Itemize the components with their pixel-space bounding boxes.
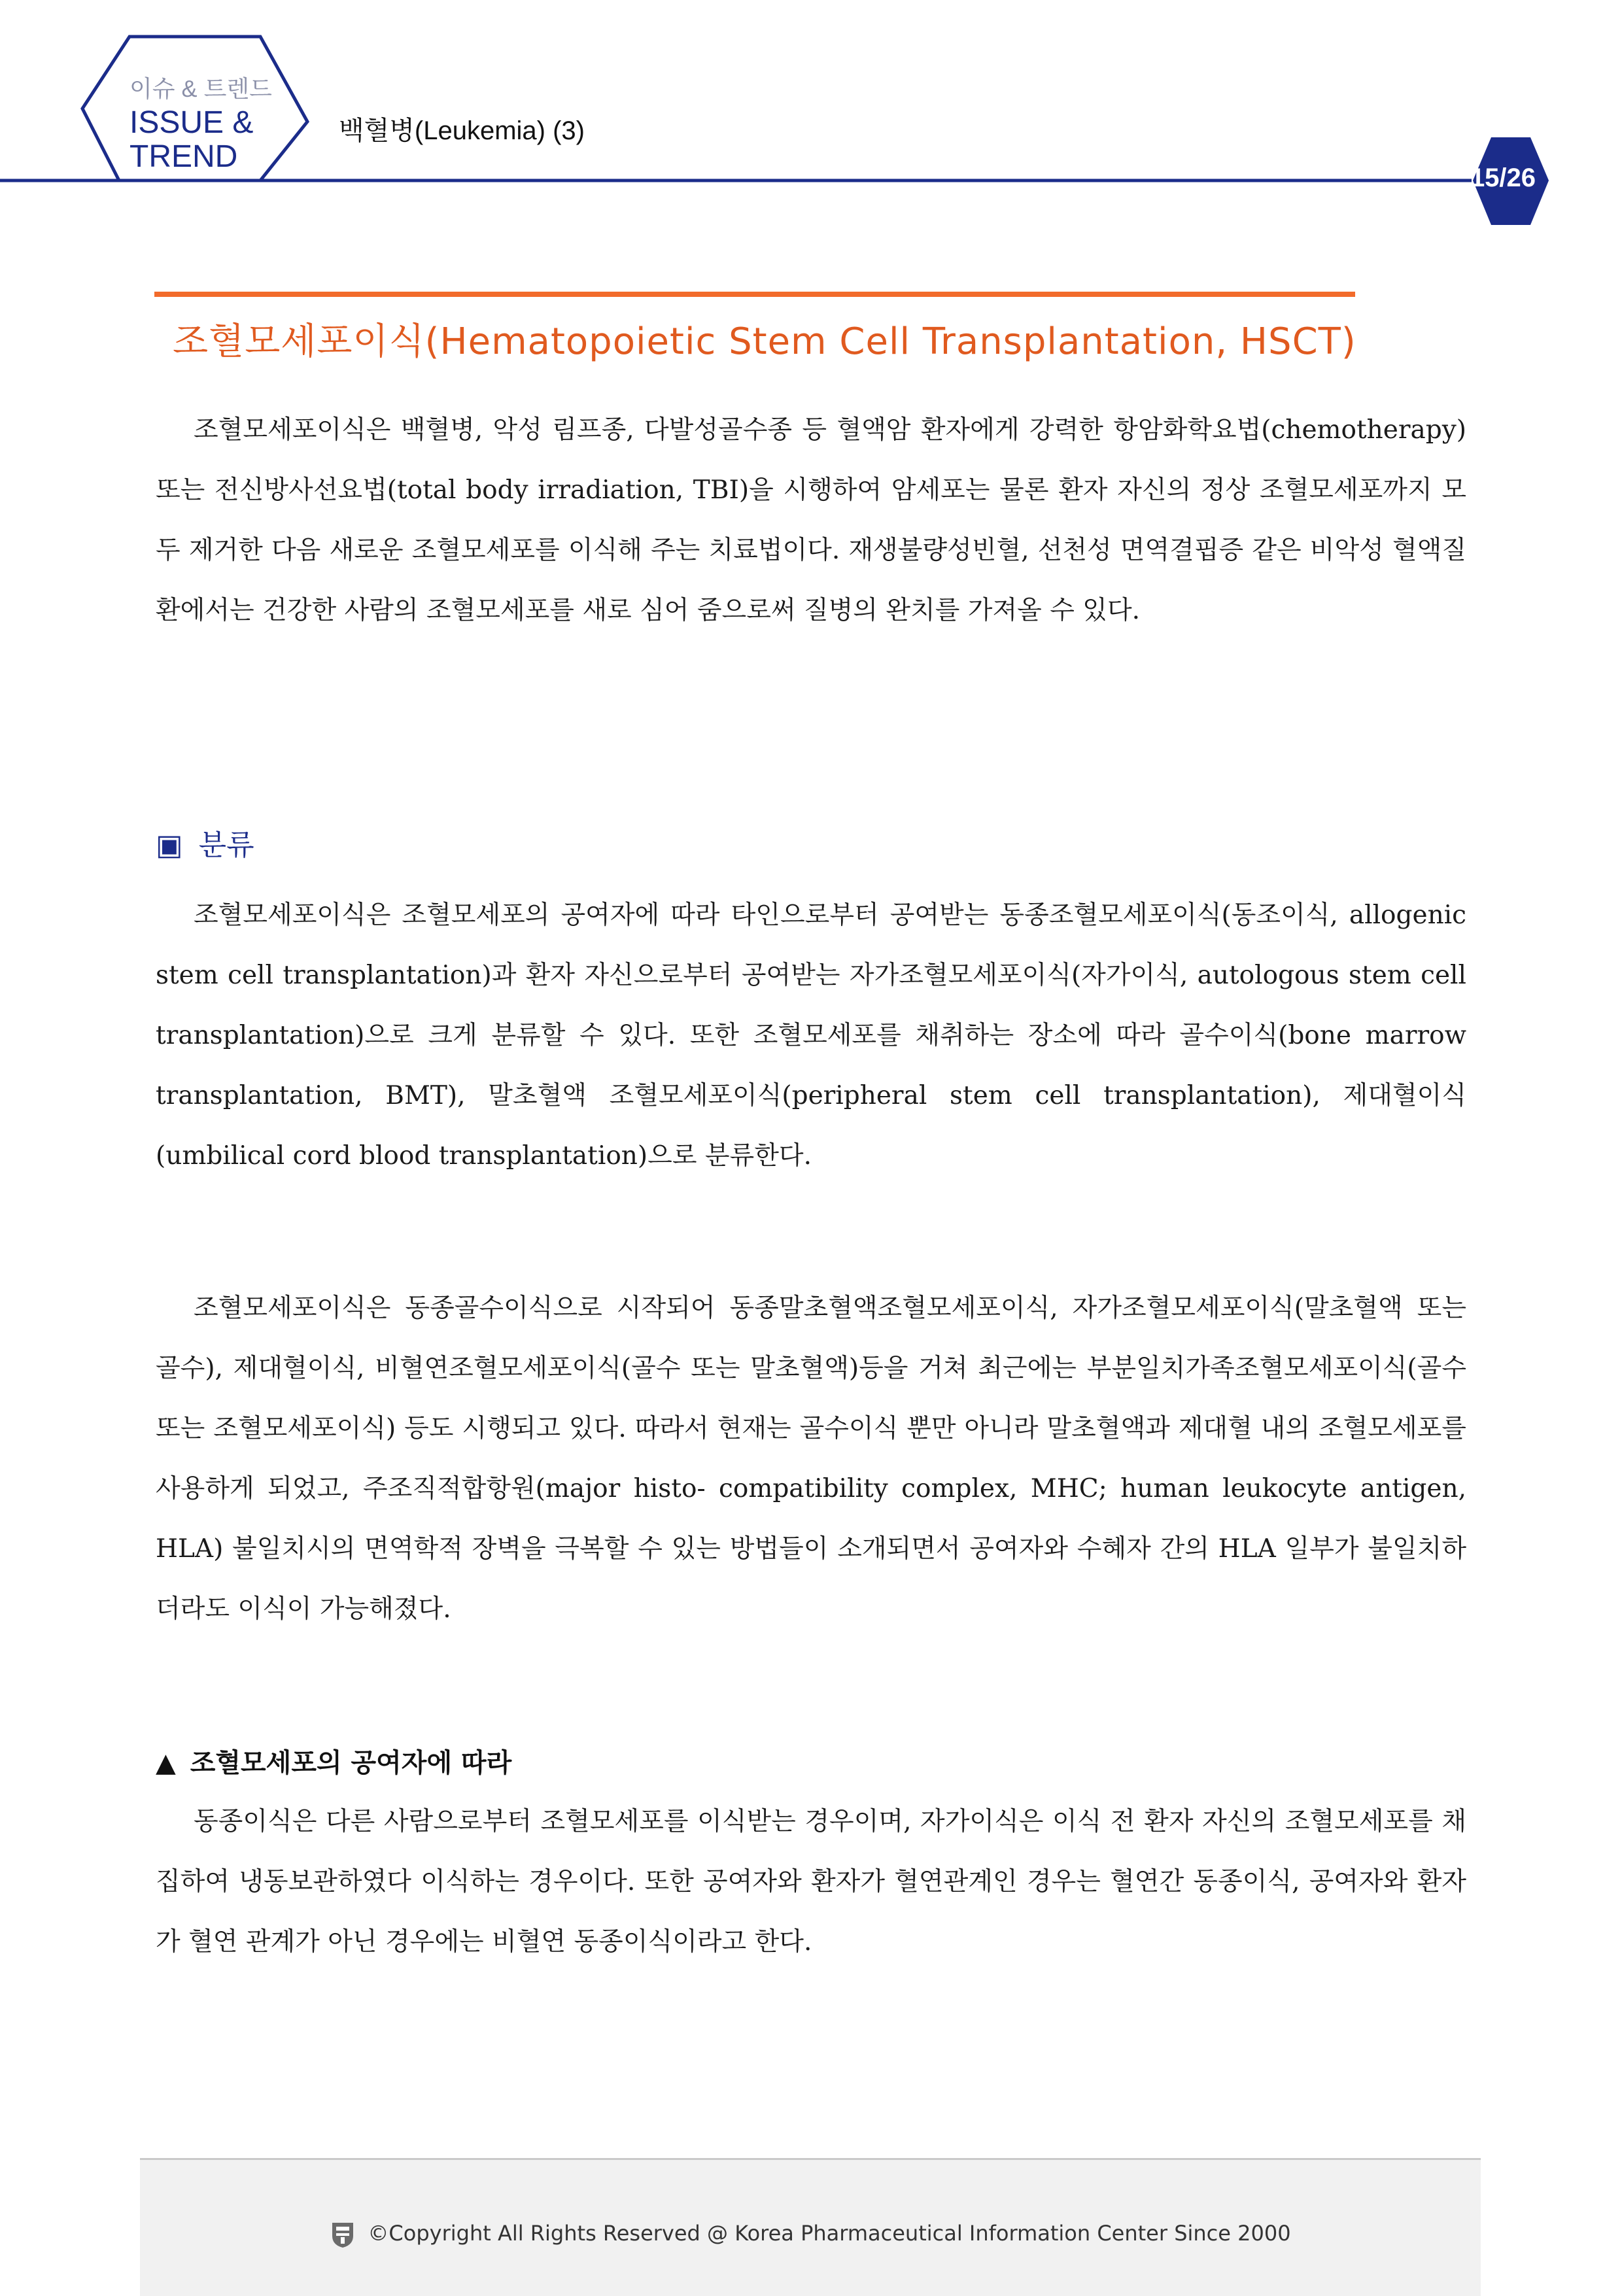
badge-subtitle: 이슈 & 트렌드 bbox=[129, 75, 272, 102]
badge-title-line1: ISSUE & bbox=[129, 105, 254, 140]
subhead-donor-label: 조혈모세포의 공여자에 따라 bbox=[190, 1747, 512, 1778]
paragraph-classification: 조혈모세포이식은 조혈모세포의 공여자에 따라 타인으로부터 공여받는 동종조혈모세포이식(동조이식, allogenic stem cell transplantation)과 환자 자신으로부터 공여받는 자가조혈모세포이식(자가이식, autologous stem cell transplantation)으로 크게 분류할 수 있다. 또한 조혈모세포를 채취하는 장소에 따라 골수이식(bone marrow transplantation, BMT), 말초혈액 조혈모세포이식(peripheral stem cell transplantation), 제대혈이식(umbilical cord blood transplantation)으로 분류한다. bbox=[156, 900, 1466, 1171]
square-bullet-icon: ▣ bbox=[156, 829, 183, 862]
page-number: 15/26 bbox=[1470, 163, 1536, 192]
footer-copyright: ©Copyright All Rights Reserved @ Korea Pharmaceutical Information Center Since 2000 bbox=[368, 2221, 1291, 2246]
subhead-classification-label: 분류 bbox=[198, 829, 254, 862]
header-title: 백혈병(Leukemia) (3) bbox=[339, 116, 585, 145]
badge-title-line2: TREND bbox=[129, 139, 238, 174]
triangle-bullet-icon: ▲ bbox=[156, 1747, 176, 1778]
footer-content bbox=[140, 2220, 1481, 2249]
paragraph-intro: 조혈모세포이식은 백혈병, 악성 림프종, 다발성골수종 등 혈액암 환자에게 강력한 항암화학요법(chemotherapy) 또는 전신방사선요법(total body irradiation, TBI)을 시행하여 암세포는 물론 환자 자신의 정상 조혈모세포까지 모두 제거한 다음 새로운 조혈모세포를 이식해 주는 치료법이다. 재생불량성빈혈, 선천성 면역결핍증 같은 비악성 혈액질환에서는 건강한 사람의 조혈모세포를 새로 심어 줌으로써 질병의 완치를 가져올 수 있다. bbox=[156, 415, 1466, 625]
paragraph-donor: 동종이식은 다른 사람으로부터 조혈모세포를 이식받는 경우이며, 자가이식은 이식 전 환자 자신의 조혈모세포를 채집하여 냉동보관하였다 이식하는 경우이다. 또한 공여자와 환자가 혈연관계인 경우는 혈연간 동종이식, 공여자와 환자가 혈연 관계가 아닌 경우에는 비혈연 동종이식이라고 한다. bbox=[156, 1807, 1466, 1957]
section-title: 조혈모세포이식(Hematopoietic Stem Cell Transplantation, HSCT) bbox=[173, 320, 1356, 363]
kpic-logo-icon bbox=[330, 2220, 356, 2249]
subhead-classification bbox=[156, 821, 254, 863]
section-title-bar bbox=[154, 292, 1355, 297]
subhead-donor bbox=[156, 1742, 511, 1779]
paragraph-history: 조혈모세포이식은 동종골수이식으로 시작되어 동종말초혈액조혈모세포이식, 자가조혈모세포이식(말초혈액 또는 골수), 제대혈이식, 비혈연조혈모세포이식(골수 또는 말초혈액)등을 거쳐 최근에는 부분일치가족조혈모세포이식(골수 또는 조혈모세포이식) 등도 시행되고 있다. 따라서 현재는 골수이식 뿐만 아니라 말초혈액과 제대혈 내의 조혈모세포를 사용하게 되었고, 주조직적합항원(major histo- compatibility complex, MHC; human leukocyte antigen, HLA) 불일치시의 면역학적 장벽을 극복할 수 있는 방법들이 소개되면서 공여자와 수혜자 간의 HLA 일부가 불일치하더라도 이식이 가능해졌다. bbox=[156, 1294, 1466, 1624]
footer bbox=[140, 2158, 1481, 2296]
